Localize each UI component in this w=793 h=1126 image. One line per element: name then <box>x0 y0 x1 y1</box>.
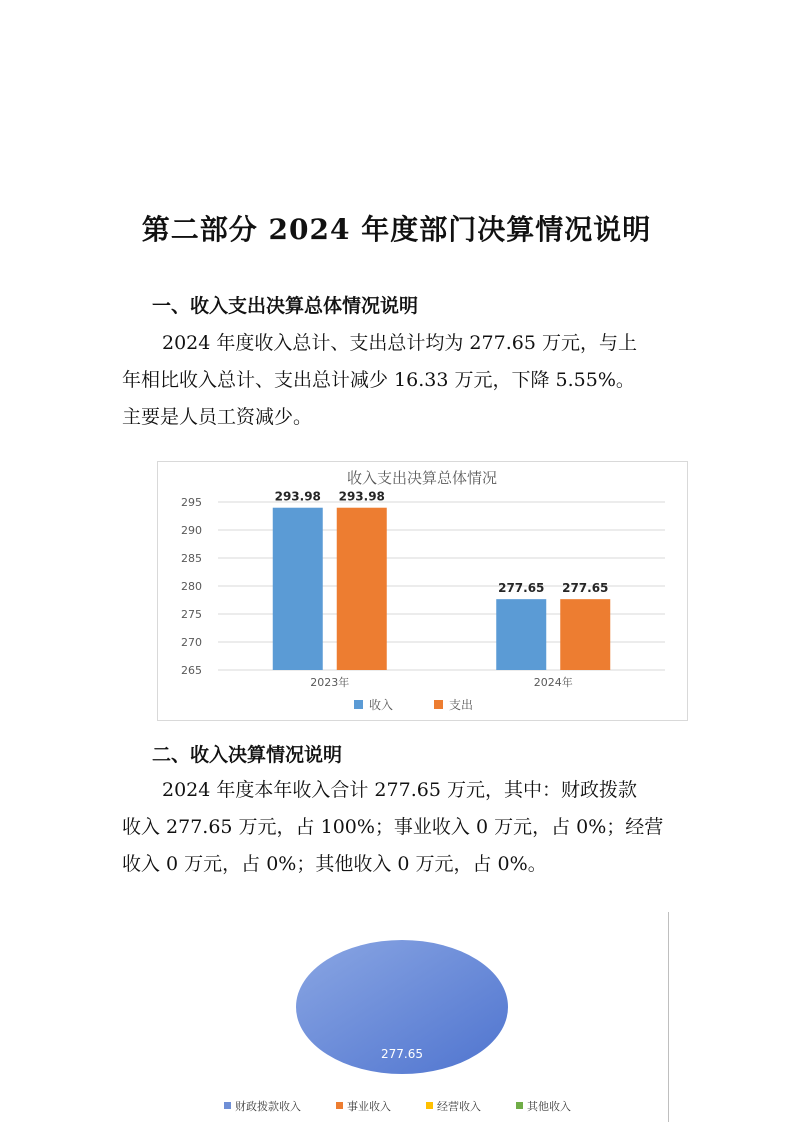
paragraph-line: 年相比收入总计、支出总计减少 16.33 万元，下降 5.55%。 <box>122 369 635 391</box>
legend-swatch <box>336 1102 343 1109</box>
bar-收入 <box>496 599 546 670</box>
data-label: 293.98 <box>274 489 321 504</box>
paragraph-line: 2024 年度本年收入合计 277.65 万元，其中：财政拨款 <box>162 779 637 801</box>
legend-swatch <box>354 700 363 709</box>
legend-swatch <box>426 1102 433 1109</box>
chart-title: 收入支出决算总体情况 <box>346 469 498 487</box>
section-1-paragraph <box>122 325 672 436</box>
y-tick-label: 285 <box>181 552 202 565</box>
page-title: 第二部分 2024 年度部门决算情况说明 <box>141 213 652 246</box>
y-tick-label: 280 <box>181 580 202 593</box>
legend-swatch <box>434 700 443 709</box>
legend-label: 支出 <box>449 698 474 712</box>
legend-label: 财政拨款收入 <box>235 1100 301 1113</box>
paragraph-line: 2024 年度收入总计、支出总计均为 277.65 万元，与上 <box>162 332 637 354</box>
paragraph-line: 收入 0 万元，占 0%；其他收入 0 万元，占 0%。 <box>122 853 547 875</box>
section-heading-1: 一、收入支出决算总体情况说明 <box>152 295 419 317</box>
legend-label: 经营收入 <box>437 1100 481 1113</box>
pie-chart <box>122 912 670 1122</box>
bar-支出 <box>560 599 610 670</box>
section-2-paragraph <box>122 772 672 883</box>
legend-swatch <box>224 1102 231 1109</box>
pie-chart-area <box>122 912 670 1122</box>
section-heading-2: 二、收入决算情况说明 <box>152 744 343 766</box>
y-tick-label: 270 <box>181 636 202 649</box>
bar-chart-frame <box>157 461 688 721</box>
bar-支出 <box>337 508 387 670</box>
paragraph-line: 主要是人员工资减少。 <box>122 406 313 428</box>
y-tick-label: 290 <box>181 524 202 537</box>
x-tick-label: 2023年 <box>310 676 350 689</box>
bar-收入 <box>273 508 323 670</box>
paragraph-line: 收入 277.65 万元，占 100%；事业收入 0 万元，占 0%；经营 <box>122 816 664 838</box>
legend-label: 收入 <box>369 698 394 712</box>
y-tick-label: 275 <box>181 608 202 621</box>
y-tick-label: 295 <box>181 496 202 509</box>
y-tick-label: 265 <box>181 664 202 677</box>
bar-chart <box>158 462 687 720</box>
legend-label: 事业收入 <box>347 1100 391 1113</box>
chart-border-line <box>668 912 669 1122</box>
legend-swatch <box>516 1102 523 1109</box>
legend-label: 其他收入 <box>527 1100 571 1113</box>
x-tick-label: 2024年 <box>533 676 573 689</box>
pie-data-label: 277.65 <box>381 1047 423 1061</box>
data-label: 277.65 <box>562 581 609 596</box>
data-label: 277.65 <box>498 581 545 596</box>
data-label: 293.98 <box>338 489 385 504</box>
